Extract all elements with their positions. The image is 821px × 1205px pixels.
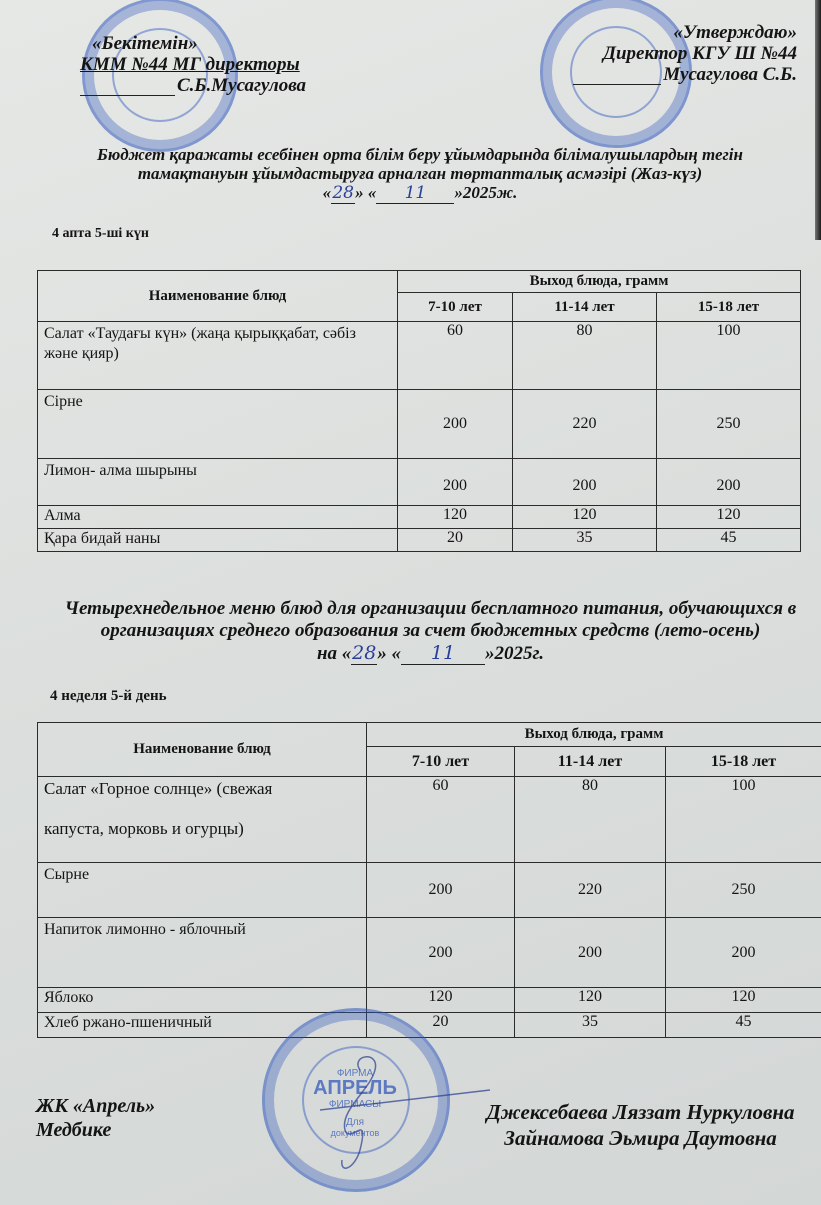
approval-left-title: «Бекітемін» <box>92 33 198 54</box>
table-row <box>38 459 801 506</box>
table-row <box>38 988 821 1013</box>
page-edge-shadow <box>815 0 821 240</box>
ru-menu-table <box>37 722 821 1038</box>
table-row <box>38 390 801 459</box>
footer-left <box>36 1094 155 1142</box>
yield-11-14: 120 <box>515 988 666 1013</box>
signature-line <box>573 64 661 85</box>
ru-title-line1: Четырехнедельное меню блюд для организации бесплатного питания, обучающихся в <box>64 598 797 619</box>
yield-7-10: 120 <box>398 506 513 529</box>
column-header-age-15-18: 15-18 лет <box>657 293 801 322</box>
yield-7-10: 20 <box>398 529 513 552</box>
yield-11-14: 200 <box>513 459 657 506</box>
yield-11-14: 220 <box>515 863 666 918</box>
ru-date: на «28» « 11 »2025г. <box>316 642 545 664</box>
yield-15-18: 120 <box>666 988 821 1013</box>
company-stamp-label-firma: ФИРМА <box>336 1068 374 1079</box>
footer-right <box>460 1099 821 1151</box>
yield-11-14: 80 <box>515 777 666 863</box>
kz-title-line2: тамақтануын ұйымдастыруға арналған төртапталық асмәзірі (Жаз-күз) <box>137 164 703 183</box>
dish-name: Салат «Таудағы күн» (жаңа қырыққабат, сәбіз және қияр) <box>38 322 398 390</box>
dish-name: Яблоко <box>38 988 367 1013</box>
table-row <box>38 777 821 863</box>
yield-7-10: 60 <box>398 322 513 390</box>
company-stamp-label-firmasy: ФИРМАСЫ <box>328 1099 382 1110</box>
yield-11-14: 220 <box>513 390 657 459</box>
ru-title-line2: организациях среднего образования за счет бюджетных средств (лето-осень) <box>100 620 761 641</box>
kz-date-day: 28 <box>332 183 354 203</box>
yield-15-18: 200 <box>666 918 821 988</box>
yield-7-10: 200 <box>367 918 515 988</box>
nurse-title: Медбике <box>36 1119 112 1141</box>
yield-15-18: 120 <box>657 506 801 529</box>
yield-11-14: 35 <box>515 1013 666 1038</box>
dish-name: Қара бидай наны <box>38 529 398 552</box>
column-header-age-11-14: 11-14 лет <box>513 293 657 322</box>
approval-left <box>80 33 370 96</box>
dish-name: Салат «Горное солнце» (свежая капуста, морковь и огурцы) <box>38 777 367 863</box>
approval-left-position: КММ №44 МГ директоры <box>80 54 300 75</box>
dish-name: Лимон- алма шырыны <box>38 459 398 506</box>
approval-left-name: С.Б.Мусагулова <box>80 75 370 96</box>
dish-name: Сірне <box>38 390 398 459</box>
column-header-age-7-10: 7-10 лет <box>398 293 513 322</box>
kz-date: «28» « 11 »2025ж. <box>322 183 518 203</box>
company-stamp-label-docs1: Для <box>345 1117 365 1128</box>
company-stamp-label-docs2: документов <box>330 1128 380 1138</box>
table-row <box>38 506 801 529</box>
yield-7-10: 200 <box>367 863 515 918</box>
yield-11-14: 200 <box>515 918 666 988</box>
yield-15-18: 250 <box>657 390 801 459</box>
signatory-name-1: Джексебаева Ляззат Нуркуловна <box>486 1100 795 1124</box>
table-row <box>38 1013 821 1038</box>
dish-name: Алма <box>38 506 398 529</box>
dish-name: Сырне <box>38 863 367 918</box>
dish-name: Хлеб ржано-пшеничный <box>38 1013 367 1038</box>
company-name: ЖК «Апрель» <box>36 1095 156 1117</box>
yield-15-18: 100 <box>666 777 821 863</box>
yield-7-10: 120 <box>367 988 515 1013</box>
yield-11-14: 80 <box>513 322 657 390</box>
signatory-name-2: Зайнамова Эьмира Даутовна <box>504 1126 777 1150</box>
yield-15-18: 250 <box>666 863 821 918</box>
ru-day-label: 4 неделя 5-й день <box>50 688 167 704</box>
company-stamp-label-name: АПРЕЛЬ <box>313 1077 397 1099</box>
kz-menu-table <box>37 270 801 552</box>
yield-11-14: 120 <box>513 506 657 529</box>
ru-title <box>40 598 821 665</box>
column-header-age-11-14: 11-14 лет <box>515 747 666 777</box>
approval-right-title: «Утверждаю» <box>673 22 797 43</box>
yield-7-10: 20 <box>367 1013 515 1038</box>
yield-11-14: 35 <box>513 529 657 552</box>
table-row <box>38 918 821 988</box>
column-header-age-15-18: 15-18 лет <box>666 747 821 777</box>
yield-7-10: 200 <box>398 459 513 506</box>
approval-right-position: Директор КГУ Ш №44 <box>603 43 797 64</box>
column-header-yield: Выход блюда, грамм <box>398 271 801 293</box>
yield-7-10: 60 <box>367 777 515 863</box>
approval-right <box>547 22 797 85</box>
dish-name: Напиток лимонно - яблочный <box>38 918 367 988</box>
ru-date-day: 28 <box>352 642 377 664</box>
yield-15-18: 100 <box>657 322 801 390</box>
yield-7-10: 200 <box>398 390 513 459</box>
approval-right-name: Мусагулова С.Б. <box>547 64 797 85</box>
kz-day-label: 4 апта 5-ші күн <box>52 226 149 241</box>
table-row <box>38 863 821 918</box>
table-row <box>38 322 801 390</box>
table-row <box>38 529 801 552</box>
kz-date-month: 11 <box>376 184 454 204</box>
ru-date-month: 11 <box>401 642 485 665</box>
column-header-dish-name: Наименование блюд <box>38 271 398 322</box>
yield-15-18: 45 <box>666 1013 821 1038</box>
column-header-dish-name: Наименование блюд <box>38 723 367 777</box>
yield-15-18: 45 <box>657 529 801 552</box>
signature-line <box>80 75 175 96</box>
kz-title-line1: Бюджет қаражаты есебінен орта білім беру ұйымдарында білімалушылардың тегін <box>97 145 743 164</box>
yield-15-18: 200 <box>657 459 801 506</box>
column-header-age-7-10: 7-10 лет <box>367 747 515 777</box>
column-header-yield: Выход блюда, грамм <box>367 723 821 747</box>
kz-title <box>40 145 800 204</box>
